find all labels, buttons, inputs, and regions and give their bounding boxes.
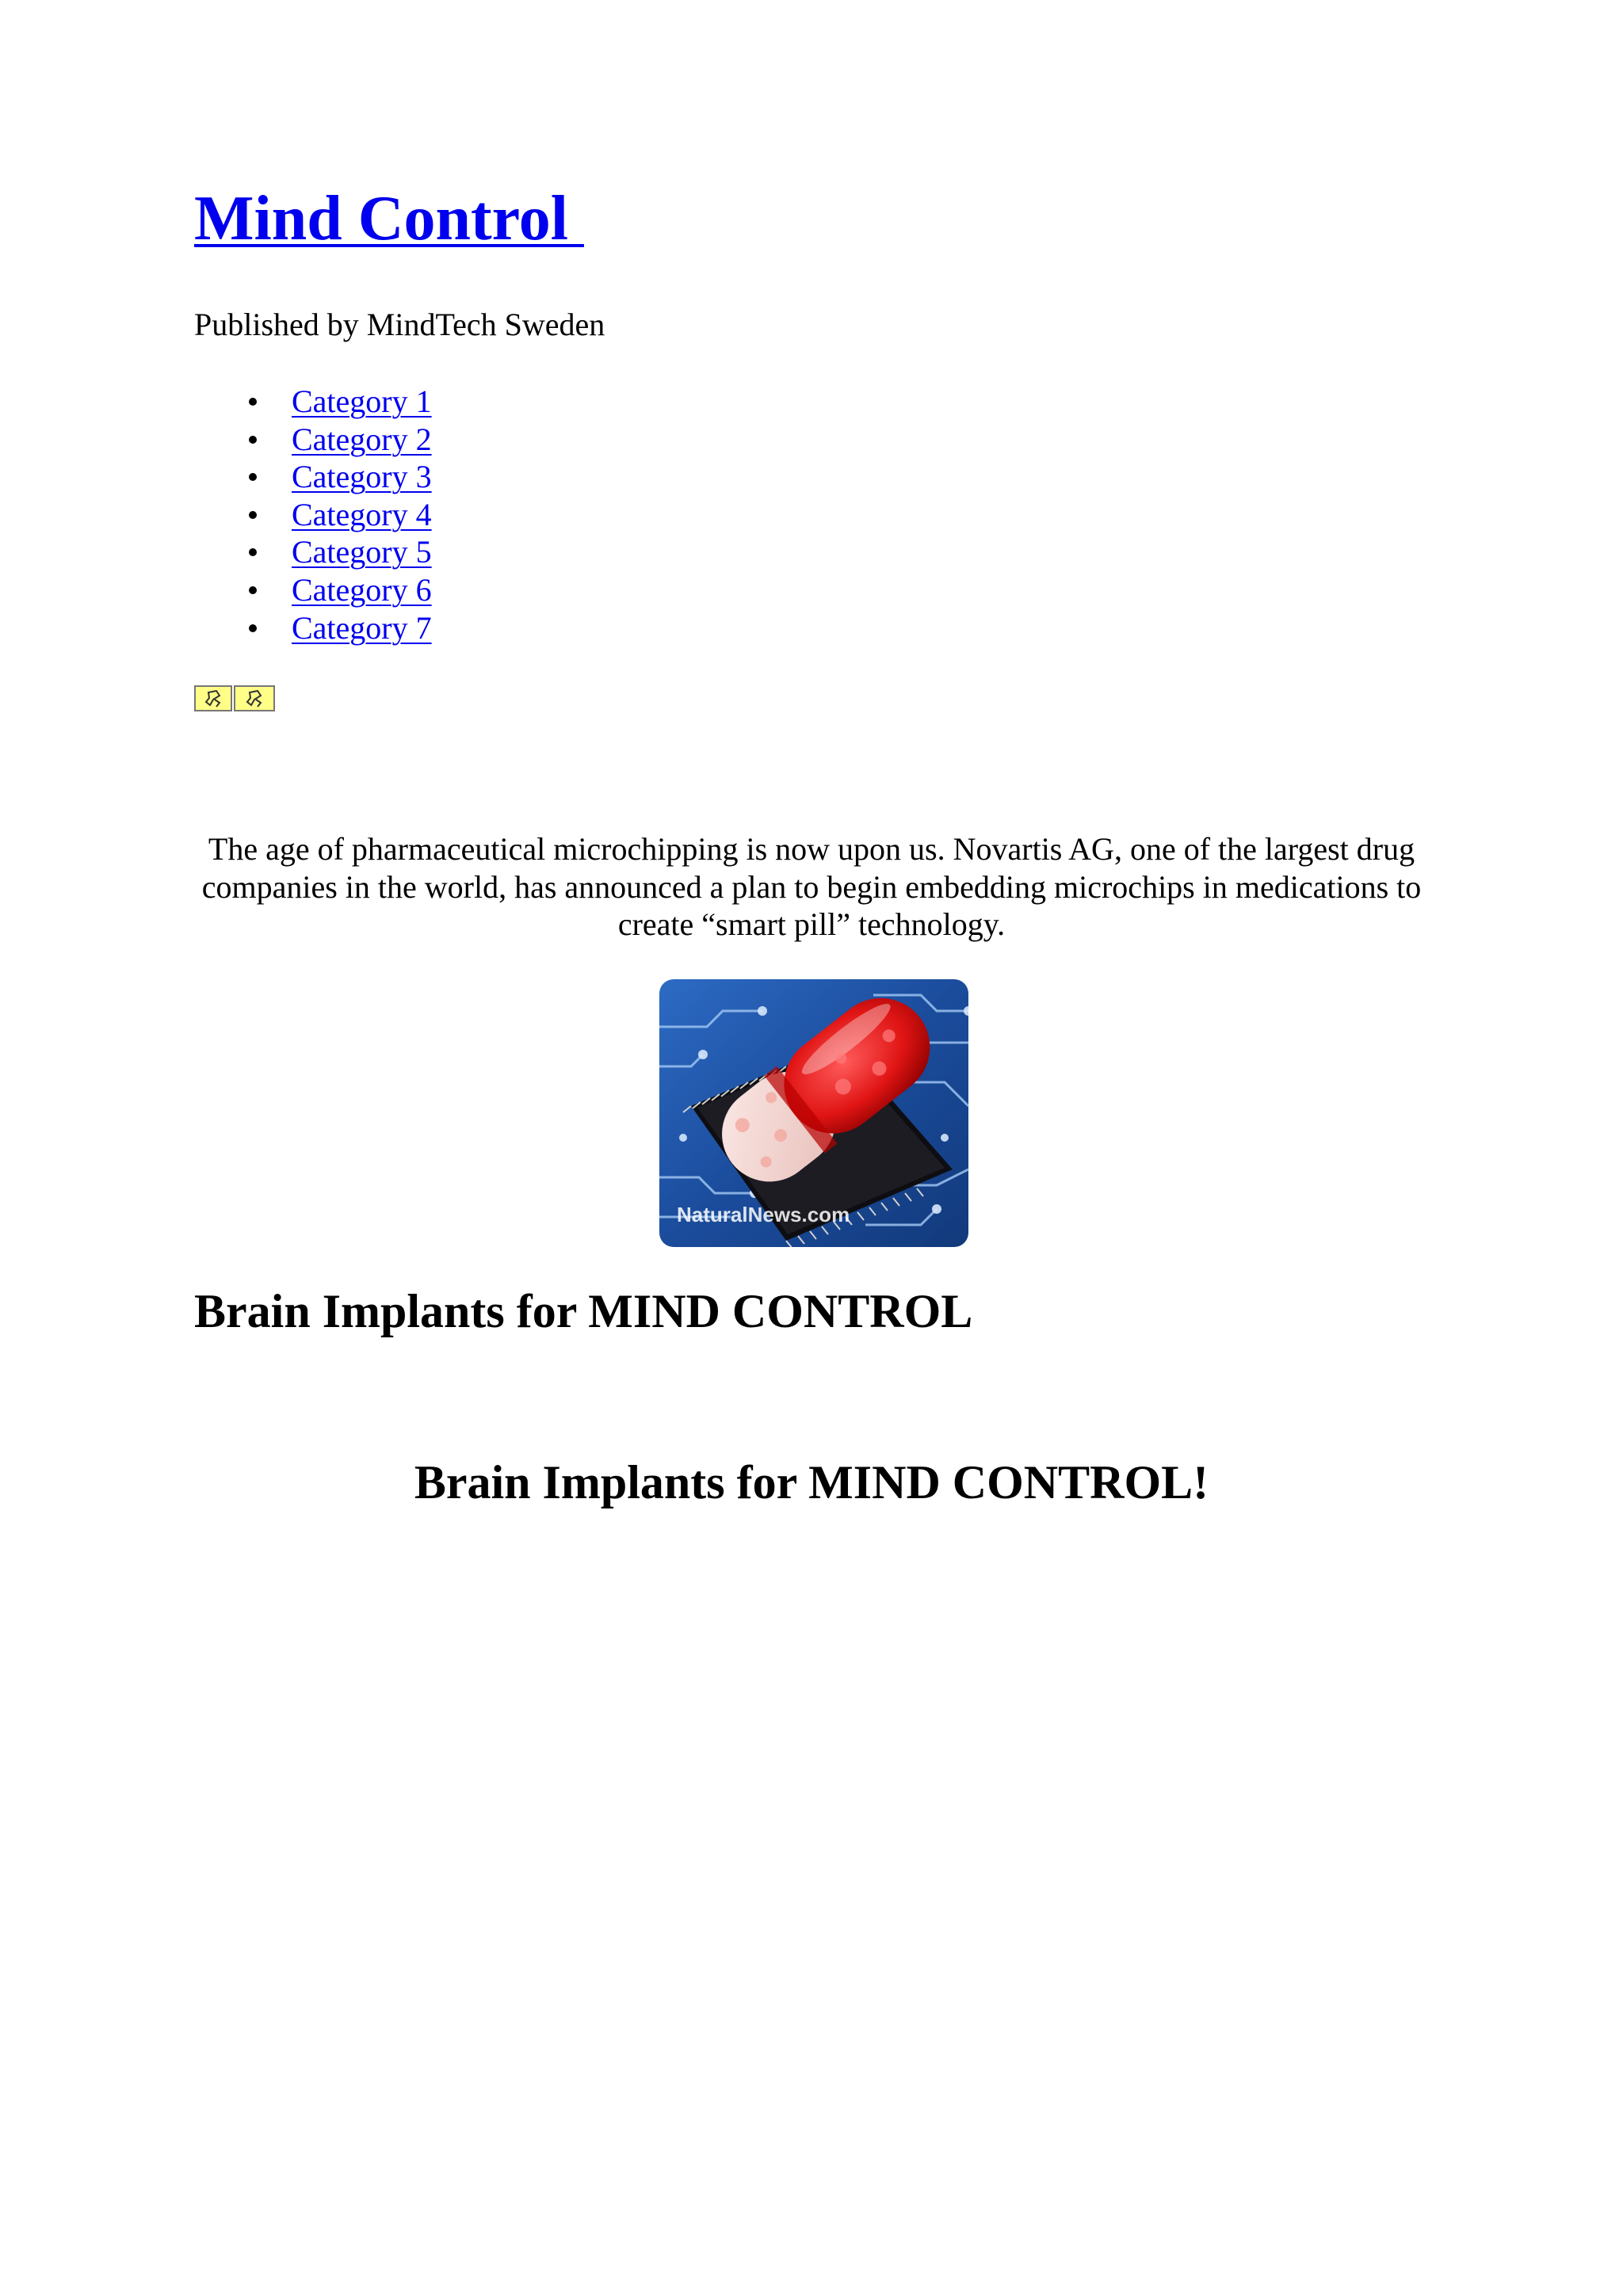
bullet-icon bbox=[249, 436, 257, 444]
category-link-6[interactable]: Category 6 bbox=[292, 571, 432, 608]
list-item bbox=[194, 571, 432, 609]
placeholder-icon-row bbox=[194, 685, 275, 711]
list-item bbox=[194, 496, 432, 534]
broken-image-icon[interactable] bbox=[194, 685, 232, 711]
bullet-icon bbox=[249, 624, 257, 632]
site-title bbox=[194, 184, 584, 254]
broken-image-icon[interactable] bbox=[234, 685, 275, 711]
image-watermark: NaturalNews.com bbox=[677, 1203, 850, 1226]
list-item bbox=[194, 421, 432, 459]
category-list bbox=[194, 383, 432, 646]
article-subheading: Brain Implants for MIND CONTROL! bbox=[414, 1456, 1209, 1508]
category-link-3[interactable]: Category 3 bbox=[292, 459, 432, 495]
article-intro: The age of pharmaceutical microchipping is now upon us. Novartis AG, one of the largest drug companies in the world, has announced a plan to begin embedding microchips in medications to create “smart pill” technology. bbox=[201, 831, 1422, 943]
site-title-link[interactable]: Mind Control bbox=[194, 184, 584, 254]
pill-on-microchip-image bbox=[659, 979, 968, 1247]
bullet-icon bbox=[249, 473, 257, 481]
bullet-icon bbox=[249, 548, 257, 556]
bullet-icon bbox=[249, 511, 257, 519]
list-item bbox=[194, 533, 432, 571]
list-item bbox=[194, 458, 432, 496]
bullet-icon bbox=[249, 586, 257, 594]
category-link-4[interactable]: Category 4 bbox=[292, 496, 432, 532]
article-heading: Brain Implants for MIND CONTROL bbox=[194, 1285, 973, 1337]
category-link-1[interactable]: Category 1 bbox=[292, 383, 432, 419]
category-link-2[interactable]: Category 2 bbox=[292, 421, 432, 457]
list-item bbox=[194, 383, 432, 421]
list-item bbox=[194, 609, 432, 647]
bullet-icon bbox=[249, 398, 257, 406]
category-link-5[interactable]: Category 5 bbox=[292, 534, 432, 570]
category-link-7[interactable]: Category 7 bbox=[292, 609, 432, 646]
byline: Published by MindTech Sweden bbox=[194, 307, 605, 342]
